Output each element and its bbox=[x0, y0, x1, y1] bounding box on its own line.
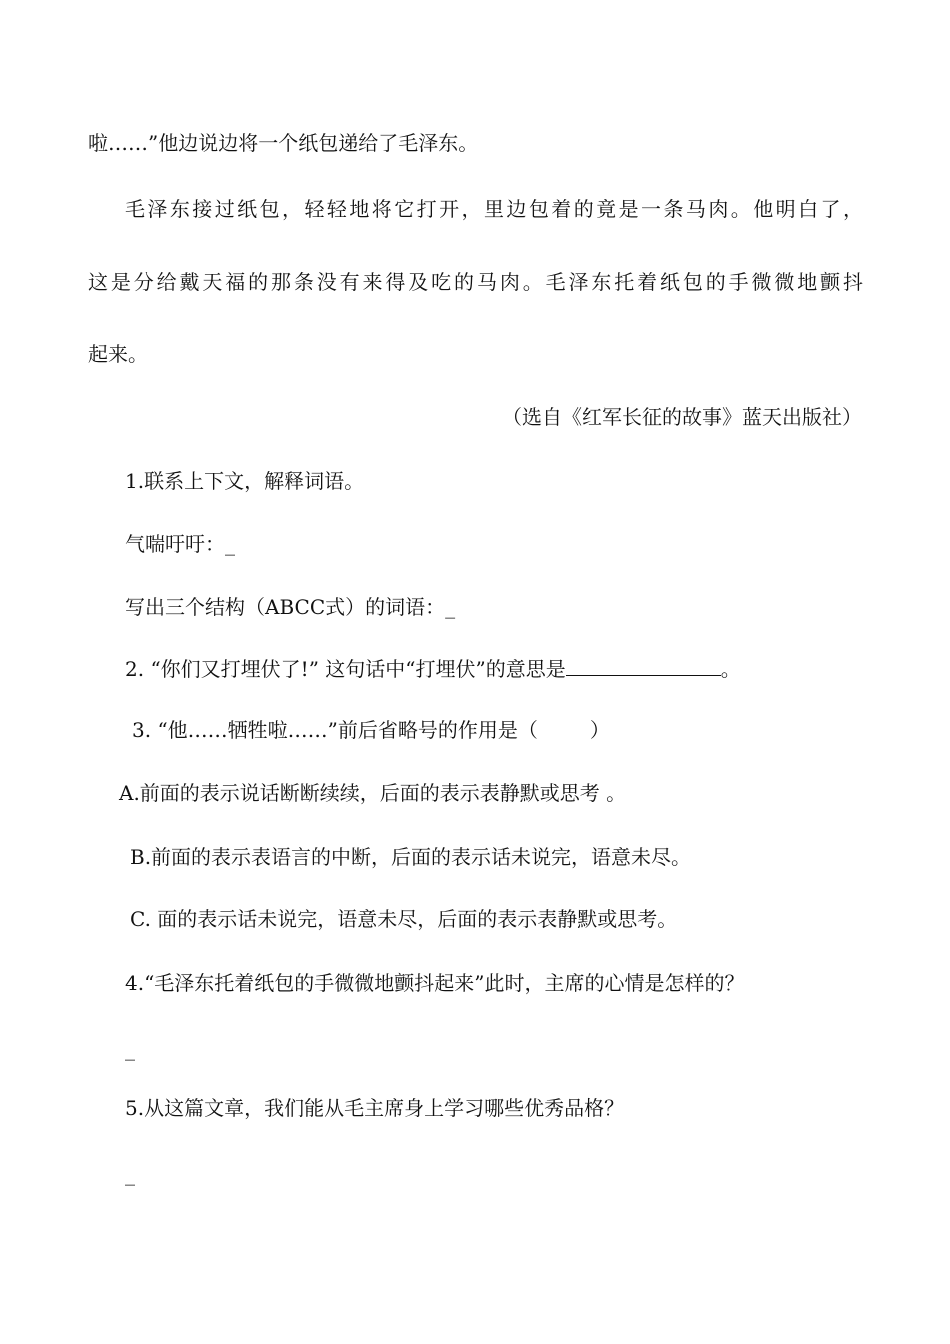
question-4: 4.“毛泽东托着纸包的手微微地颤抖起来”此时，主席的心情是怎样的？ bbox=[125, 971, 745, 995]
story-source: （选自《红军长征的故事》蓝天出版社） bbox=[502, 405, 862, 429]
question-2-answer-blank[interactable] bbox=[566, 655, 721, 676]
question-3-text: 3. “他……牺牲啦……”前后省略号的作用是（ bbox=[132, 718, 538, 742]
question-1: 1.联系上下文，解释词语。 bbox=[125, 469, 365, 493]
question-1b-answer-blank[interactable]: _ bbox=[445, 595, 456, 619]
question-3-option-b: B.前面的表示表语言的中断，后面的表示话未说完，语意未尽。 bbox=[130, 845, 692, 869]
question-1a-answer-blank[interactable]: _ bbox=[225, 532, 235, 556]
question-2-text: 2. “你们又打埋伏了!” 这句话中“打埋伏”的意思是 bbox=[125, 657, 566, 681]
story-line-4: 起来。 bbox=[88, 342, 148, 366]
question-2 bbox=[125, 655, 741, 683]
question-2-end: 。 bbox=[720, 657, 741, 681]
question-5: 5.从这篇文章，我们能从毛主席身上学习哪些优秀品格？ bbox=[125, 1096, 625, 1120]
question-3-close-paren: ） bbox=[589, 718, 610, 742]
question-1b bbox=[125, 593, 455, 621]
question-1a-label: 气喘吁吁： bbox=[125, 532, 225, 556]
question-1b-label: 写出三个结构（ABCC式）的词语： bbox=[125, 595, 446, 619]
question-3 bbox=[132, 716, 610, 744]
story-line-1: 啦……”他边说边将一个纸包递给了毛泽东。 bbox=[88, 131, 479, 155]
question-1a bbox=[125, 530, 235, 558]
question-3-option-a: A.前面的表示说话断断续续，后面的表示表静默或思考 。 bbox=[119, 781, 627, 805]
question-4-answer-blank[interactable]: _ bbox=[125, 1037, 135, 1061]
story-line-3: 这是分给戴天福的那条没有来得及吃的马肉。毛泽东托着纸包的手微微地颤抖 bbox=[88, 270, 863, 294]
question-5-answer-blank[interactable]: _ bbox=[125, 1162, 135, 1186]
story-line-2: 毛泽东接过纸包，轻轻地将它打开，里边包着的竟是一条马肉。他明白了， bbox=[125, 197, 863, 221]
question-3-option-c: C. 面的表示话未说完，语意未尽，后面的表示表静默或思考。 bbox=[130, 907, 678, 931]
